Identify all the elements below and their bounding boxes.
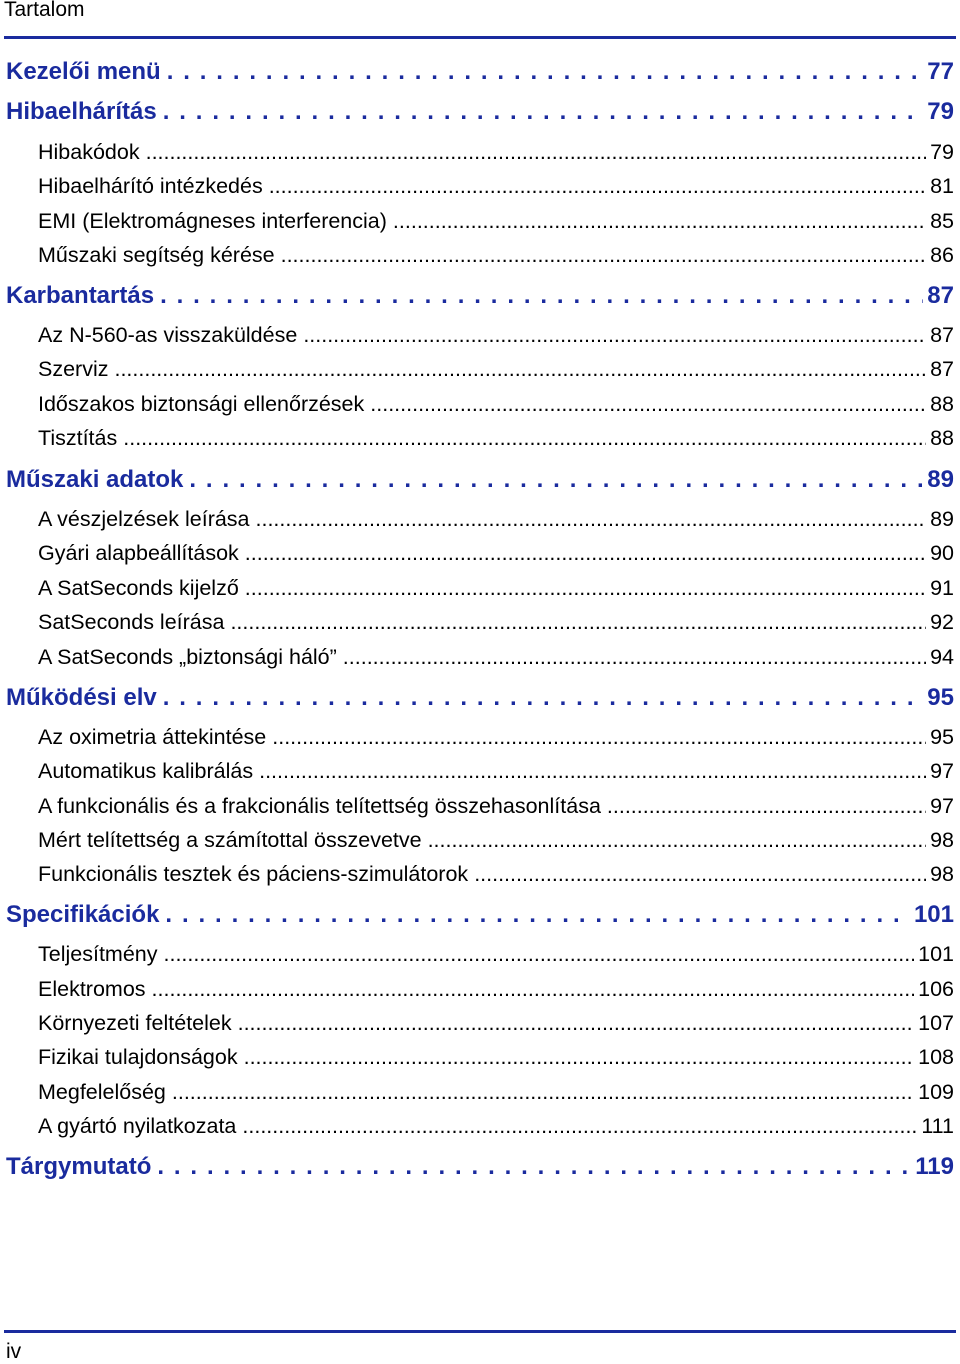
dot-leader [165, 901, 910, 930]
toc-entry-page-number: 87 [927, 282, 954, 309]
toc-entry-label: Környezeti feltételek [38, 1011, 232, 1035]
dot-leader [157, 1153, 911, 1182]
toc-entry-label: A SatSeconds kijelző [38, 576, 239, 600]
toc-section-entry[interactable] [38, 759, 954, 787]
dot-leader [242, 1114, 917, 1140]
toc-entry-page-number: 94 [930, 645, 954, 669]
toc-entry-label: Műszaki segítség kérése [38, 243, 275, 267]
toc-entry-label: Karbantartás [6, 282, 155, 309]
toc-section-entry[interactable] [38, 392, 954, 420]
page-header-title: Tartalom [4, 0, 85, 21]
toc-entry-label: Automatikus kalibrálás [38, 759, 254, 783]
toc-entry-page-number: 79 [927, 98, 954, 125]
toc-entry-page-number: 109 [918, 1080, 954, 1104]
dot-leader [146, 140, 926, 166]
dot-leader [167, 58, 924, 87]
toc-entry-page-number: 85 [930, 209, 954, 233]
toc-chapter-entry[interactable] [6, 1153, 954, 1183]
toc-entry-page-number: 95 [927, 684, 954, 711]
toc-chapter-entry[interactable] [6, 901, 954, 931]
toc-section-entry[interactable] [38, 828, 954, 856]
dot-leader [259, 759, 926, 785]
toc-chapter-entry[interactable] [6, 282, 954, 312]
toc-entry-label: Elektromos [38, 977, 146, 1001]
toc-entry-label: Működési elv [6, 684, 157, 711]
toc-section-entry[interactable] [38, 725, 954, 753]
toc-entry-label: Hibaelhárító intézkedés [38, 174, 263, 198]
dot-leader [474, 862, 926, 888]
toc-section-entry[interactable] [38, 507, 954, 535]
toc-entry-page-number: 101 [918, 942, 954, 966]
toc-section-entry[interactable] [38, 1045, 954, 1073]
dot-leader [245, 576, 926, 602]
toc-section-entry[interactable] [38, 1114, 954, 1142]
toc-entry-label: Mért telítettség a számítottal összevetve [38, 828, 422, 852]
toc-chapter-entry[interactable] [6, 684, 954, 714]
toc-entry-page-number: 90 [930, 541, 954, 565]
dot-leader [393, 209, 926, 235]
toc-section-entry[interactable] [38, 1011, 954, 1039]
toc-chapter-entry[interactable] [6, 58, 954, 88]
dot-leader [230, 610, 926, 636]
toc-entry-label: SatSeconds leírása [38, 610, 225, 634]
toc-entry-page-number: 95 [930, 725, 954, 749]
toc-entry-page-number: 97 [930, 794, 954, 818]
toc-entry-page-number: 77 [927, 58, 954, 85]
dot-leader [269, 174, 926, 200]
toc-section-entry[interactable] [38, 140, 954, 168]
dot-leader [370, 392, 926, 418]
dot-leader [152, 977, 915, 1003]
dot-leader [272, 725, 926, 751]
toc-entry-page-number: 92 [930, 610, 954, 634]
toc-entry-page-number: 107 [918, 1011, 954, 1035]
toc-section-entry[interactable] [38, 610, 954, 638]
toc-entry-page-number: 91 [930, 576, 954, 600]
toc-entry-page-number: 108 [918, 1045, 954, 1069]
toc-entry-page-number: 87 [930, 357, 954, 381]
toc-section-entry[interactable] [38, 357, 954, 385]
dot-leader [189, 466, 923, 495]
dot-leader [303, 323, 926, 349]
toc-entry-page-number: 87 [930, 323, 954, 347]
dot-leader [343, 645, 926, 671]
toc-entry-label: Hibaelhárítás [6, 98, 157, 125]
toc-section-entry[interactable] [38, 862, 954, 890]
toc-entry-page-number: 111 [921, 1114, 954, 1138]
toc-entry-page-number: 81 [930, 174, 954, 198]
dot-leader [164, 942, 915, 968]
toc-entry-label: EMI (Elektromágneses interferencia) [38, 209, 387, 233]
toc-entry-page-number: 88 [930, 426, 954, 450]
toc-section-entry[interactable] [38, 243, 954, 271]
dot-leader [160, 282, 923, 311]
toc-entry-label: Tisztítás [38, 426, 118, 450]
dot-leader [281, 243, 926, 269]
toc-chapter-entry[interactable] [6, 98, 954, 128]
toc-entry-label: Specifikációk [6, 901, 160, 928]
dot-leader [245, 541, 926, 567]
toc-entry-label: A vészjelzések leírása [38, 507, 250, 531]
toc-entry-label: Megfelelőség [38, 1080, 166, 1104]
dot-leader [428, 828, 927, 854]
toc-section-entry[interactable] [38, 942, 954, 970]
toc-entry-label: Szerviz [38, 357, 109, 381]
toc-entry-page-number: 79 [930, 140, 954, 164]
toc-entry-label: Gyári alapbeállítások [38, 541, 239, 565]
toc-section-entry[interactable] [38, 209, 954, 237]
toc-section-entry[interactable] [38, 1080, 954, 1108]
toc-section-entry[interactable] [38, 174, 954, 202]
footer-rule [4, 1330, 956, 1333]
toc-entry-page-number: 106 [918, 977, 954, 1001]
toc-section-entry[interactable] [38, 977, 954, 1005]
toc-entry-label: A funkcionális és a frakcionális telítettség összehasonlítása [38, 794, 601, 818]
toc-entry-page-number: 98 [930, 862, 954, 886]
toc-entry-label: Időszakos biztonsági ellenőrzések [38, 392, 365, 416]
toc-entry-page-number: 119 [915, 1153, 954, 1180]
toc-entry-page-number: 97 [930, 759, 954, 783]
toc-section-entry[interactable] [38, 576, 954, 604]
toc-section-entry[interactable] [38, 323, 954, 351]
toc-entry-page-number: 89 [930, 507, 954, 531]
toc-section-entry[interactable] [38, 426, 954, 454]
dot-leader [256, 507, 927, 533]
toc-entry-label: Fizikai tulajdonságok [38, 1045, 238, 1069]
toc-entry-page-number: 98 [930, 828, 954, 852]
toc-entry-page-number: 89 [927, 466, 954, 493]
toc-entry-label: Az N-560-as visszaküldése [38, 323, 298, 347]
dot-leader [114, 357, 926, 383]
dot-leader [163, 98, 924, 127]
toc-entry-label: Funkcionális tesztek és páciens-szimulátorok [38, 862, 469, 886]
dot-leader [123, 426, 926, 452]
toc-entry-label: Tárgymutató [6, 1153, 152, 1180]
toc-entry-label: A gyártó nyilatkozata [38, 1114, 237, 1138]
toc-section-entry[interactable] [38, 541, 954, 569]
toc-entry-page-number: 88 [930, 392, 954, 416]
toc-entry-label: Teljesítmény [38, 942, 158, 966]
dot-leader [172, 1080, 914, 1106]
toc-entry-label: Kezelői menü [6, 58, 161, 85]
dot-leader [607, 794, 926, 820]
toc-entry-label: Műszaki adatok [6, 466, 184, 493]
toc-entry-label: Az oximetria áttekintése [38, 725, 267, 749]
toc-entry-page-number: 101 [913, 901, 954, 928]
toc-section-entry[interactable] [38, 645, 954, 673]
dot-leader [238, 1011, 915, 1037]
toc-entry-label: Hibakódok [38, 140, 140, 164]
toc-section-entry[interactable] [38, 794, 954, 822]
page-number: iv [6, 1340, 22, 1363]
dot-leader [163, 684, 924, 713]
toc-entry-page-number: 86 [930, 243, 954, 267]
toc-entry-label: A SatSeconds „biztonsági háló” [38, 645, 337, 669]
dot-leader [244, 1045, 915, 1071]
toc-chapter-entry[interactable] [6, 466, 954, 496]
